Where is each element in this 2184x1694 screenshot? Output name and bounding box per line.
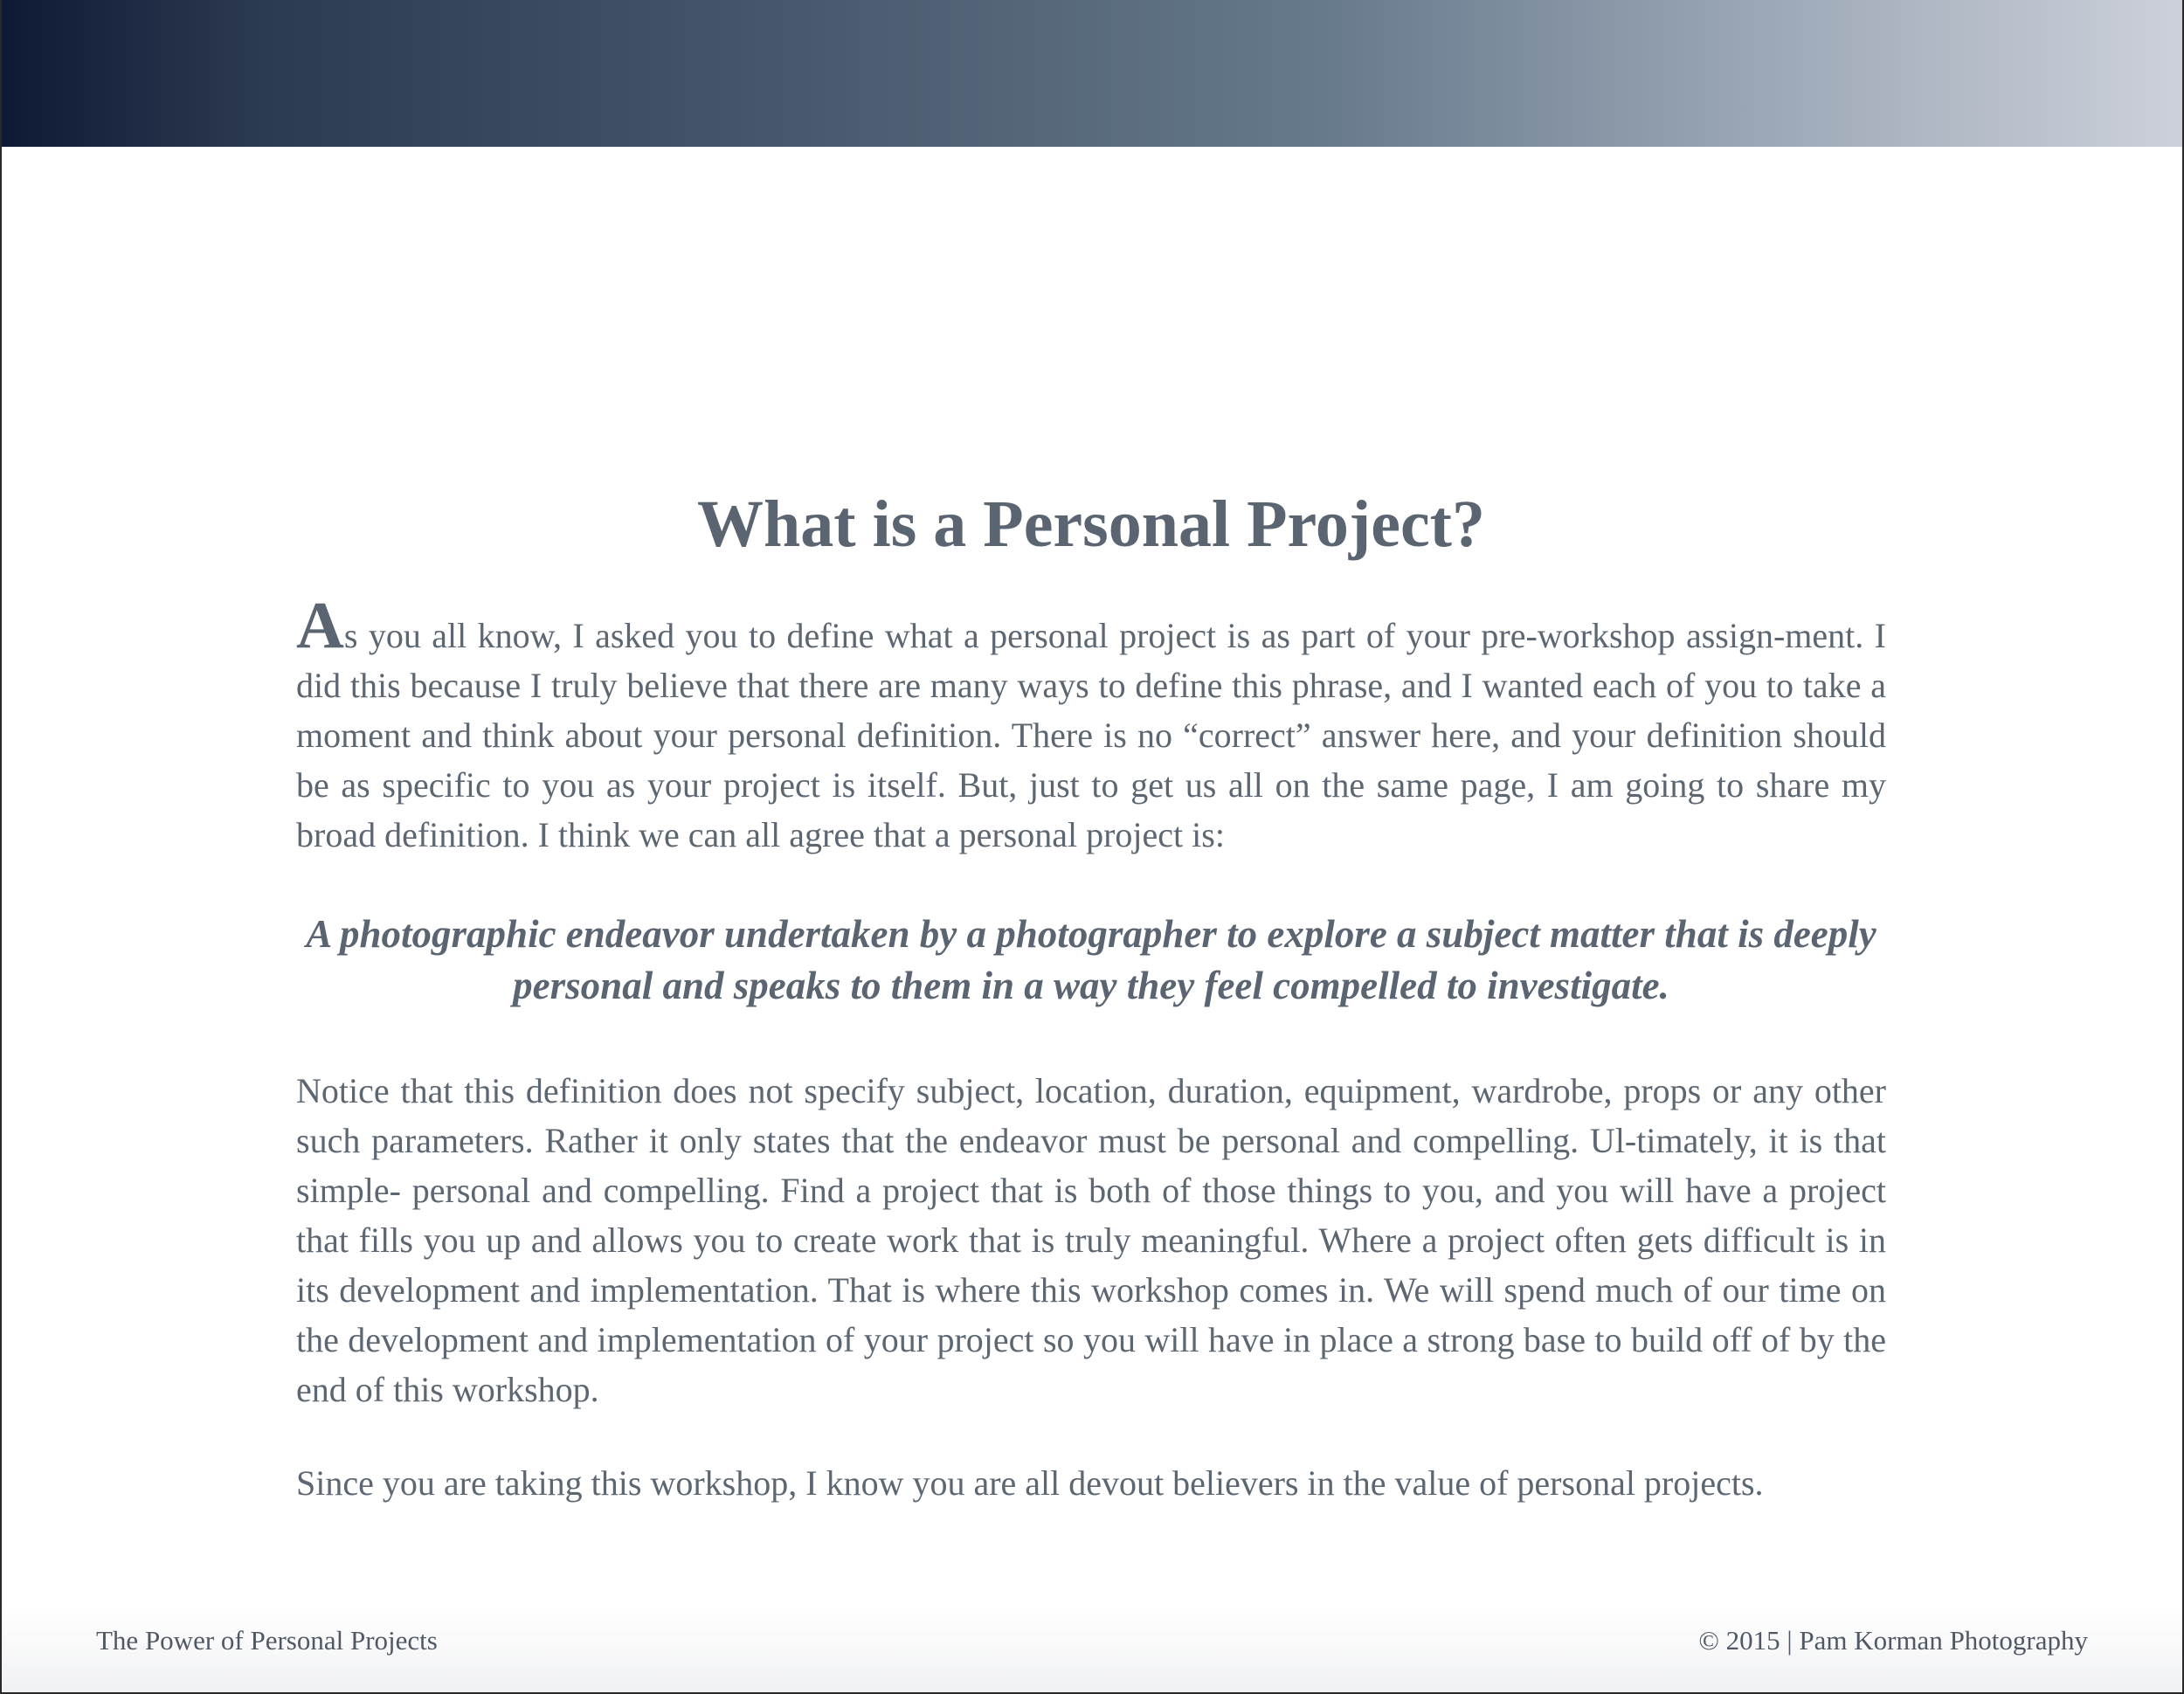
footer-copyright: © 2015 | Pam Korman Photography: [1698, 1625, 2088, 1656]
paragraph-closing: Since you are taking this workshop, I know you are all devout believers in the value of personal projects.: [296, 1463, 1764, 1503]
paragraph-definition-notes: Notice that this definition does not specify subject, location, duration, equipment, wardrobe, props or any other such parameters. Rather it only states that the endeavor must be personal and compelling. Ul-timately, it is that simple- personal and compelling. Find a project that is both of those things to you, and you will have a project that fills you up and allows you to create work that is truly meaningful. Where a project often gets difficult is in its development and implementation. That is where this workshop comes in. We will spend much of our time on the development and implementation of your project so you will have in place a strong base to build off of by the end of this workshop.: [296, 1071, 1886, 1409]
header-gradient-band: [2, 0, 2184, 147]
intro-text: s you all know, I asked you to define what a personal project is as part of your pre-workshop assign-ment. I did this because I truly believe that there are many ways to define this phrase, and I wanted each of you to take a moment and think about your personal definition. There is no “correct” answer here, and your definition should be as specific to you as your project is itself. But, just to get us all on the same page, I am going to share my broad definition. I think we can all agree that a personal project is:: [296, 616, 1886, 854]
article-body: [296, 472, 1886, 1508]
page-title: What is a Personal Project?: [697, 487, 1485, 561]
drop-cap: A: [296, 589, 344, 662]
footer-publication-title: The Power of Personal Projects: [96, 1625, 438, 1656]
definition-quote: A photographic endeavor undertaken by a photographer to explore a subject matter that is deeply personal and speaks to them in a way they feel compelled to investigate.: [306, 912, 1876, 1007]
intro-paragraph: [296, 589, 1886, 860]
